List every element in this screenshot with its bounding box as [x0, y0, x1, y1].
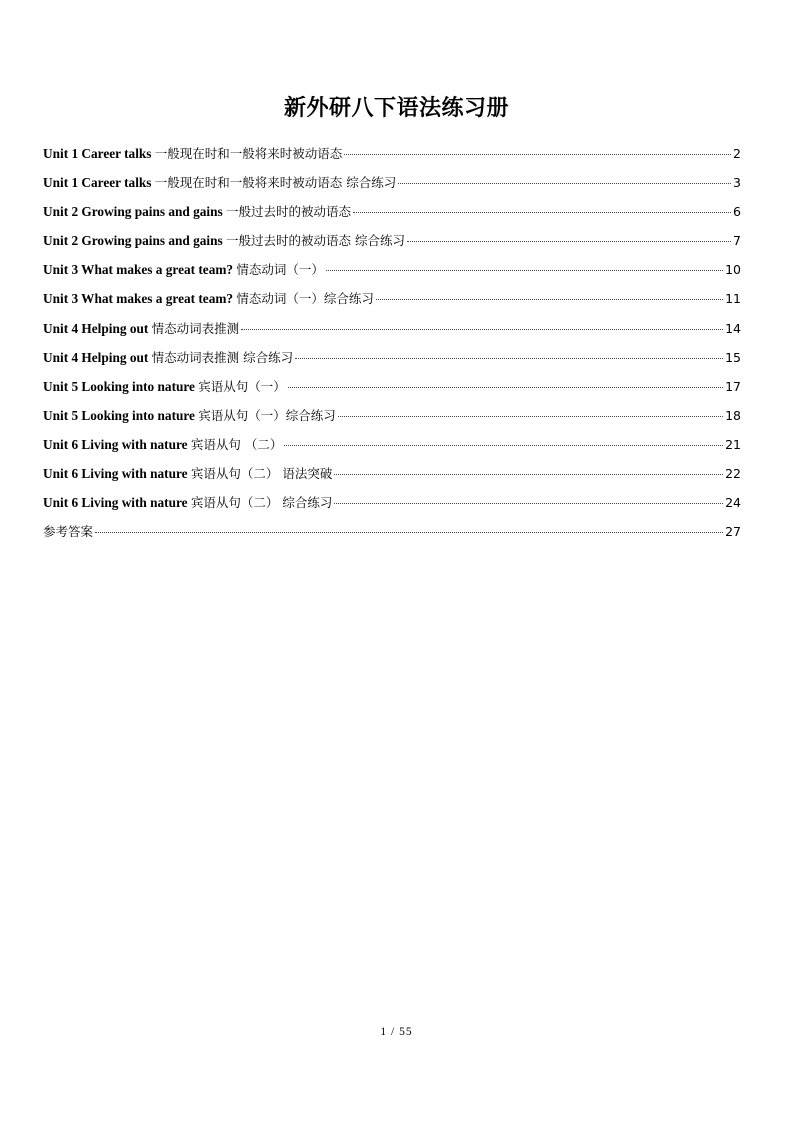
toc-page-number: 14: [725, 320, 741, 336]
toc-entry-unit: Unit 3 What makes a great team?: [43, 291, 237, 307]
toc-page-number: 17: [725, 378, 741, 394]
page-indicator: 1 / 55: [380, 1026, 413, 1038]
toc-entry-topic: 宾语从句（二） 综合练习: [190, 495, 333, 511]
toc-page-number: 24: [725, 495, 741, 511]
toc-entry-topic: 宾语从句（二） 语法突破: [190, 466, 333, 482]
toc-entry-topic: 一般过去时的被动语态: [226, 204, 352, 220]
toc-entry-label: [43, 464, 332, 484]
toc-leader-dots: [338, 416, 723, 417]
toc-entry-unit: Unit 1 Career talks: [43, 175, 155, 191]
toc-page-number: 10: [725, 262, 741, 278]
toc-entry[interactable]: [43, 231, 741, 260]
toc-entry-topic: 宾语从句 （二）: [190, 436, 283, 452]
toc-leader-dots: [344, 154, 731, 155]
toc-entry-unit: Unit 4 Helping out: [43, 349, 152, 365]
toc-entry[interactable]: [43, 493, 741, 522]
toc-leader-dots: [95, 532, 723, 533]
toc-entry-unit: Unit 1 Career talks: [43, 146, 155, 161]
toc-page-number: 2: [733, 146, 741, 161]
toc-page-number: 6: [733, 204, 741, 220]
toc-entry-label: [43, 144, 342, 164]
toc-entry-label: [43, 493, 332, 513]
toc-entry[interactable]: [43, 144, 741, 173]
toc-entry-label: [43, 319, 239, 339]
toc-entry-answers[interactable]: [43, 522, 741, 551]
toc-entry-unit: Unit 2 Growing pains and gains: [43, 204, 227, 220]
toc-entry[interactable]: [43, 319, 741, 348]
toc-entry[interactable]: [43, 377, 741, 406]
toc-entry-topic: 情态动词（一）: [236, 262, 324, 278]
toc-entry[interactable]: [43, 435, 741, 464]
toc-entry-label: [43, 260, 324, 280]
toc-entry-label: [43, 377, 286, 397]
toc-entry[interactable]: [43, 464, 741, 493]
toc-leader-dots: [288, 387, 723, 388]
toc-entry[interactable]: [43, 202, 741, 231]
toc-page-number: 22: [725, 466, 741, 482]
toc-entry[interactable]: [43, 406, 741, 435]
toc-page-number: 18: [725, 407, 741, 423]
toc-entry-unit: Unit 2 Growing pains and gains: [43, 233, 227, 249]
toc-leader-dots: [334, 474, 723, 475]
toc-entry-unit: Unit 4 Helping out: [43, 320, 152, 336]
toc-entry[interactable]: [43, 260, 741, 289]
toc-leader-dots: [284, 445, 723, 446]
toc-entry-topic: 宾语从句（一）综合练习: [198, 407, 336, 423]
toc-entry-topic: 一般过去时的被动语态 综合练习: [226, 233, 405, 249]
toc-entry[interactable]: [43, 173, 741, 202]
toc-page-number: 7: [733, 233, 741, 249]
toc-leader-dots: [334, 503, 723, 504]
toc-page-number: 15: [725, 349, 741, 365]
toc-entry-unit: Unit 6 Living with nature: [43, 466, 191, 482]
toc-page-number: 27: [725, 524, 741, 540]
toc-page-number: 3: [733, 175, 741, 191]
toc-entry-unit: Unit 6 Living with nature: [43, 495, 191, 511]
toc-entry-label: [43, 231, 405, 251]
toc-entry-unit: Unit 3 What makes a great team?: [43, 262, 237, 278]
toc-entry-topic: 情态动词表推测 综合练习: [151, 349, 294, 365]
toc-entry-topic: 一般现在时和一般将来时被动语态: [154, 146, 343, 161]
toc-leader-dots: [326, 270, 723, 271]
toc-answers-label: 参考答案: [43, 524, 94, 540]
toc-entry-topic: 宾语从句（一）: [198, 378, 286, 394]
toc-page-number: 11: [725, 291, 741, 307]
toc-entry-label: [43, 435, 282, 455]
toc-entry-unit: Unit 6 Living with nature: [43, 436, 191, 452]
toc-leader-dots: [376, 299, 723, 300]
toc-entry-unit: Unit 5 Looking into nature: [43, 378, 199, 394]
toc-entry-label: [43, 289, 374, 309]
toc-entry-label: [43, 348, 293, 368]
toc-entry[interactable]: [43, 289, 741, 318]
table-of-contents: [43, 144, 741, 551]
toc-leader-dots: [398, 183, 731, 184]
toc-entry-label: [43, 173, 396, 193]
toc-entry-label: [43, 202, 351, 222]
toc-leader-dots: [241, 329, 723, 330]
toc-entry-topic: 一般现在时和一般将来时被动语态 综合练习: [154, 175, 397, 191]
toc-page-number: 21: [725, 436, 741, 452]
toc-leader-dots: [295, 358, 723, 359]
toc-entry-unit: Unit 5 Looking into nature: [43, 407, 199, 423]
toc-entry-topic: 情态动词表推测: [151, 320, 240, 336]
toc-entry-label: [43, 406, 336, 426]
toc-leader-dots: [353, 212, 731, 213]
toc-entry[interactable]: [43, 348, 741, 377]
toc-entry-topic: 情态动词（一）综合练习: [236, 291, 374, 307]
document-title: 新外研八下语法练习册: [283, 95, 509, 121]
toc-leader-dots: [407, 241, 731, 242]
